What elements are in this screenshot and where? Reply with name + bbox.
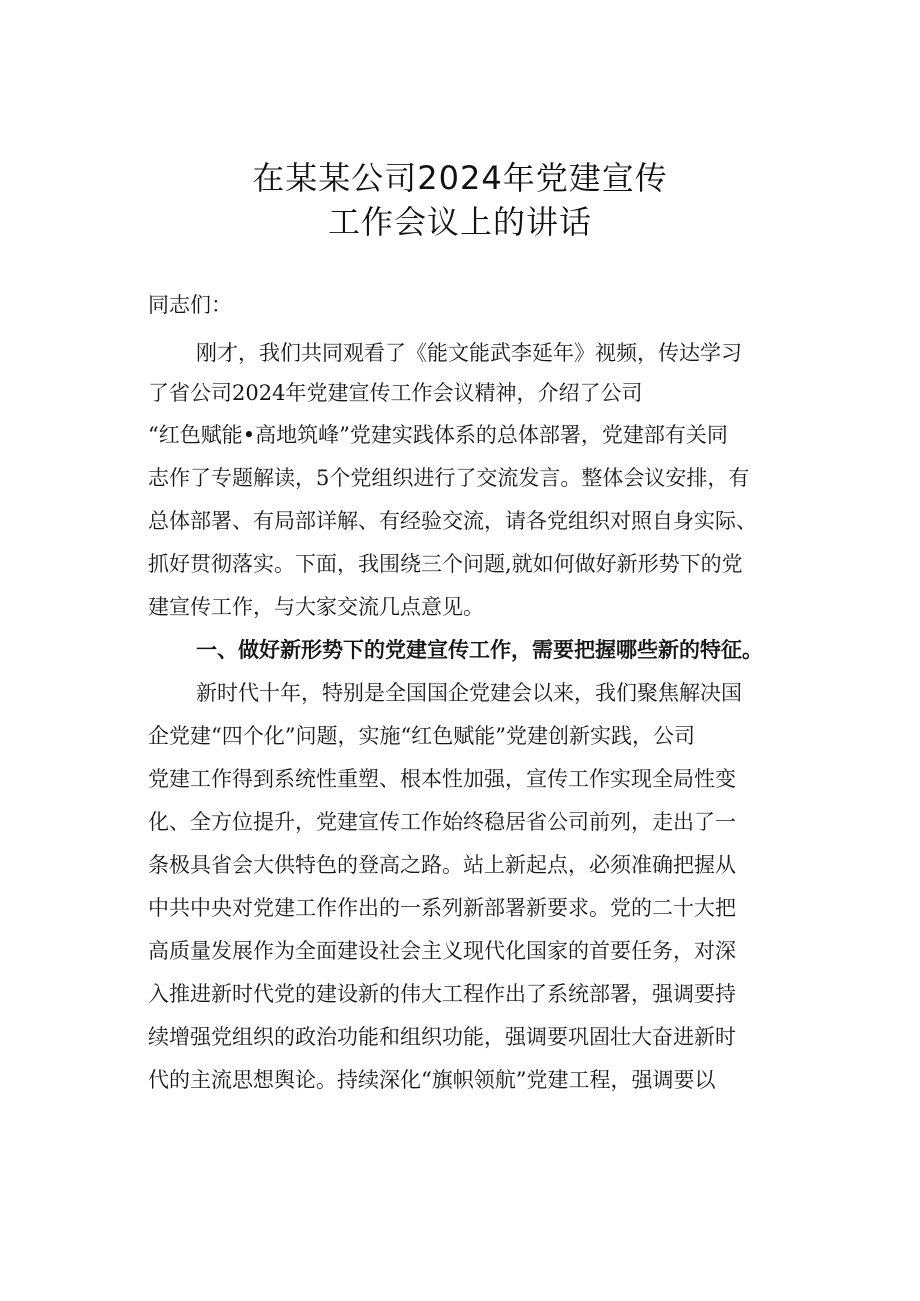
body-line: 新时代十年，特别是全国国企党建会以来，我们聚焦解决国 [196,681,742,705]
body-line: “红色赋能•高地筑峰”党建实践体系的总体部署，党建部有关同 [148,423,728,447]
body-line: 建宣传工作，与大家交流几点意见。 [148,595,484,619]
section-heading: 一、做好新形势下的党建宣传工作，需要把握哪些新的特征。 [196,638,763,662]
body-line: 抓好贯彻落实。下面，我围绕三个问题,就如何做好新形势下的党 [148,552,743,576]
body-line: 续增强党组织的政治功能和组织功能，强调要巩固壮大奋进新时 [148,1025,736,1049]
body-line: 化、全方位提升，党建宣传工作始终稳居省公司前列，走出了一 [148,810,736,834]
body-line: 高质量发展作为全面建设社会主义现代化国家的首要任务，对深 [148,939,736,963]
body-line: 中共中央对党建工作作出的一系列新部署新要求。党的二十大把 [148,896,736,920]
body-line: 志作了专题解读，5个党组织进行了交流发言。整体会议安排，有 [148,466,750,490]
body-line: 总体部署、有局部详解、有经验交流，请各党组织对照自身实际、 [148,509,757,533]
body-line: 入推进新时代党的建设新的伟大工程作出了系统部署，强调要持 [148,982,736,1006]
body-line: 刚才，我们共同观看了《能文能武李延年》视频，传达学习 [196,341,742,365]
document-title-line-1: 在某某公司2024年党建宣传 [252,159,668,197]
salutation: 同志们： [148,293,232,317]
body-line: 企党建“四个化”问题，实施“红色赋能”党建创新实践，公司 [148,724,695,748]
body-line: 了省公司2024年党建宣传工作会议精神，介绍了公司 [148,381,643,405]
body-line: 党建工作得到系统性重塑、根本性加强，宣传工作实现全局性变 [148,767,736,791]
document-title-line-2: 工作会议上的讲话 [327,203,592,241]
body-line: 代的主流思想舆论。持续深化“旗帜领航”党建工程，强调要以 [148,1068,716,1092]
body-line: 条极具省会大供特色的登高之路。站上新起点，必须准确把握从 [148,853,736,877]
